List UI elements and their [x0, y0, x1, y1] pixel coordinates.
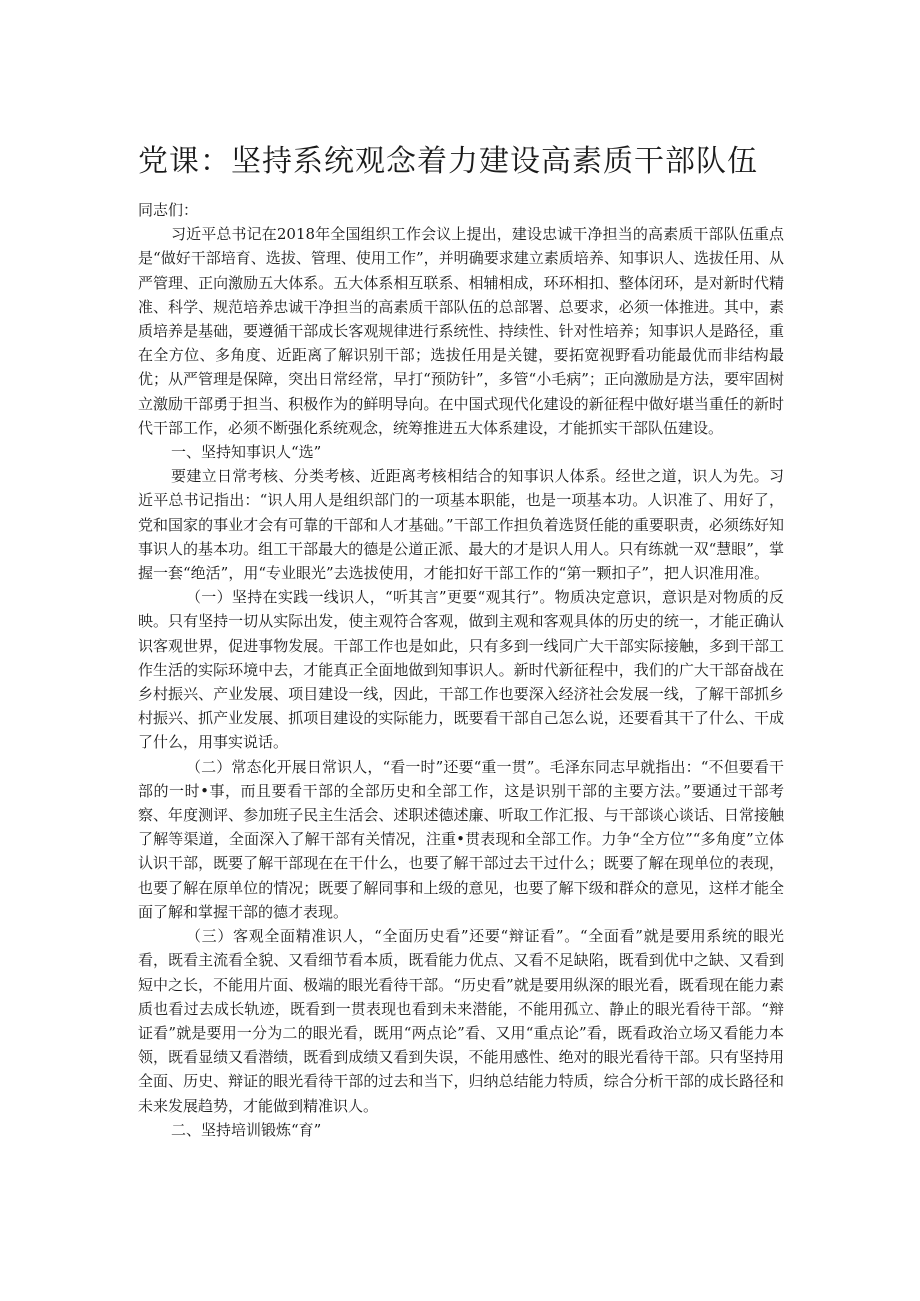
greeting: 同志们： [138, 201, 199, 219]
intro-paragraph: 习近平总书记在2018年全国组织工作会议上提出，建设忠诚干净担当的高素质干部队伍重点是“做好干部培育、选拔、管理、使用工作”，并明确要求建立素质培养、知事识人、选拔任用、从严管理、正向激励五大体系。五大体系相互联系、相辅相成，环环相扣、整体闭环，是对新时代精准、科学、规范培养忠诚干净担当的高素质干部队伍的总部署、总要求，必须一体推进。其中，素质培养是基础，要遵循干部成长客观规律进行系统性、持续性、针对性培养；知事识人是路径，重在全方位、多角度、近距离了解识别干部；选拔任用是关键，要拓宽视野看功能最优而非结构最优；从严管理是保障，突出日常经常，早打“预防针”，多管“小毛病”；正向激励是方法，要牢固树立激励干部勇于担当、积极作为的鲜明导向。在中国式现代化建设的新征程中做好堪当重任的新时代干部工作，必须不断强化系统观念，统筹推进五大体系建设，才能抓实干部队伍建设。 [138, 225, 784, 437]
document-title: 党课：坚持系统观念着力建设高素质干部队伍 [138, 144, 758, 179]
document-body [138, 198, 784, 1142]
subsection-1-paragraph: （一）坚持在实践一线识人，“听其言”更要“观其行”。物质决定意识，意识是对物质的反映。只有坚持一切从实际出发，使主观符合客观，做到主观和客观具体的历史的统一，才能正确认识客观世界，促进事物发展。干部工作也是如此，只有多到一线同广大干部实际接触，多到干部工作生活的实际环境中去，才能真正全面地做到知事识人。新时代新征程中，我们的广大干部奋战在乡村振兴、产业发展、项目建设一线，因此，干部工作也要深入经济社会发展一线，了解干部抓乡村振兴、抓产业发展、抓项目建设的实际能力，既要看干部自己怎么说，还要看其干了什么、干成了什么，用事实说话。 [138, 588, 784, 752]
section-2-heading: 二、坚持培训锻炼“育” [171, 1120, 322, 1139]
section-1-paragraph: 要建立日常考核、分类考核、近距离考核相结合的知事识人体系。经世之道，识人为先。习近平总书记指出：“识人用人是组织部门的一项基本职能，也是一项基本功。人识准了、用好了，党和国家的事业才会有可靠的干部和人才基础。”干部工作担负着选贤任能的重要职责，必须练好知事识人的基本功。组工干部最大的德是公道正派、最大的才是识人用人。只有练就一双“慧眼”，掌握一套“绝活”，用“专业眼光”去选拔使用，才能扣好干部工作的“第一颗扣子”，把人识准用准。 [138, 467, 784, 583]
subsection-2-paragraph: （二）常态化开展日常识人，“看一时”还要“重一贯”。毛泽东同志早就指出：“不但要看干部的一时•事，而且要看干部的全部历史和全部工作，这是识别干部的主要方法。”要通过干部考察、年度测评、参加班子民主生活会、述职述德述廉、听取工作汇报、与干部谈心谈话、日常接触了解等渠道，全面深入了解干部有关情况，注重•贯表现和全部工作。力争“全方位”“多角度”立体认识干部，既要了解干部现在在干什么，也要了解干部过去干过什么；既要了解在现单位的表现，也要了解在原单位的情况；既要了解同事和上级的意见，也要了解下级和群众的意见，这样才能全面了解和掌握干部的德才表现。 [138, 757, 784, 921]
section-1-heading: 一、坚持知事识人“选” [171, 443, 322, 462]
subsection-3-paragraph: （三）客观全面精准识人，“全面历史看”还要“辩证看”。“全面看”就是要用系统的眼光看，既看主流看全貌、又看细节看本质，既看能力优点、又看不足缺陷，既看到优中之缺、又看到短中之长，不能用片面、极端的眼光看待干部。“历史看”就是要用纵深的眼光看，既看现在能力素质也看过去成长轨迹，既看到一贯表现也看到未来潜能，不能用孤立、静止的眼光看待干部。“辩证看”就是要用一分为二的眼光看，既用“两点论”看、又用“重点论”看，既看政治立场又看能力本领，既看显绩又看潜绩，既看到成绩又看到失误，不能用感性、绝对的眼光看待干部。只有坚持用全面、历史、辩证的眼光看待干部的过去和当下，归纳总结能力特质，综合分析干部的成长路径和未来发展趋势，才能做到精准识人。 [138, 927, 784, 1115]
